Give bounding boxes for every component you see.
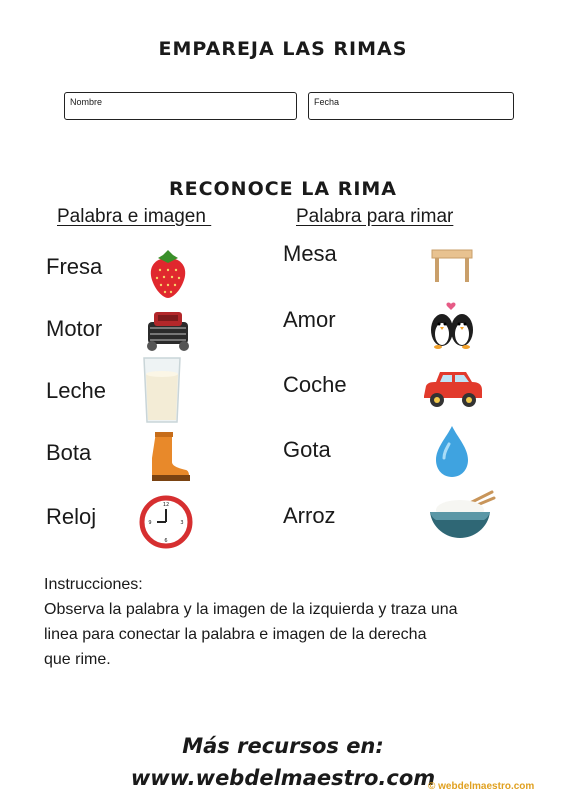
promo-text: Más recursos en: xyxy=(182,734,384,758)
left-word-bota: Bota xyxy=(46,440,92,465)
right-column-header: Palabra para rimar xyxy=(296,206,454,227)
penguins-love-icon xyxy=(424,296,480,352)
section-title: RECONOCE LA RIMA xyxy=(168,178,398,200)
instructions-heading: Instrucciones: xyxy=(44,576,143,593)
boot-icon xyxy=(140,428,196,484)
right-word-amor: Amor xyxy=(283,307,336,332)
left-column-header: Palabra e imagen xyxy=(57,206,212,227)
page-title: EMPAREJA LAS RIMAS xyxy=(158,38,408,60)
left-word-fresa: Fresa xyxy=(46,254,103,279)
milk-glass-icon xyxy=(138,354,186,426)
instructions-line-3: que rime. xyxy=(44,651,111,668)
date-label: Fecha xyxy=(314,97,340,107)
svg-text:6: 6 xyxy=(164,538,168,544)
car-icon xyxy=(420,366,486,412)
table-icon xyxy=(428,238,476,286)
left-word-reloj: Reloj xyxy=(46,504,97,529)
date-field[interactable] xyxy=(308,92,514,120)
left-word-motor: Motor xyxy=(46,316,103,341)
name-label: Nombre xyxy=(70,97,103,107)
instructions-line-1: Observa la palabra y la imagen de la izquierda y traza una xyxy=(44,601,458,618)
svg-text:3: 3 xyxy=(180,520,184,526)
left-word-leche: Leche xyxy=(46,378,106,403)
right-word-mesa: Mesa xyxy=(283,241,337,266)
water-drop-icon xyxy=(432,424,472,480)
right-word-coche: Coche xyxy=(283,372,347,397)
engine-icon xyxy=(140,302,196,358)
rice-bowl-icon xyxy=(424,488,496,544)
name-field[interactable] xyxy=(64,92,297,120)
right-word-gota: Gota xyxy=(283,437,331,462)
promo-url[interactable]: www.webdelmaestro.com xyxy=(130,766,436,790)
instructions-line-2: linea para conectar la palabra e imagen de la derecha xyxy=(44,626,427,643)
svg-text:9: 9 xyxy=(148,520,152,526)
right-word-arroz: Arroz xyxy=(283,503,336,528)
svg-text:12: 12 xyxy=(162,502,170,508)
credit-watermark: © webdelmaestro.com xyxy=(428,781,535,792)
clock-icon xyxy=(138,494,194,550)
strawberry-icon xyxy=(140,246,196,302)
